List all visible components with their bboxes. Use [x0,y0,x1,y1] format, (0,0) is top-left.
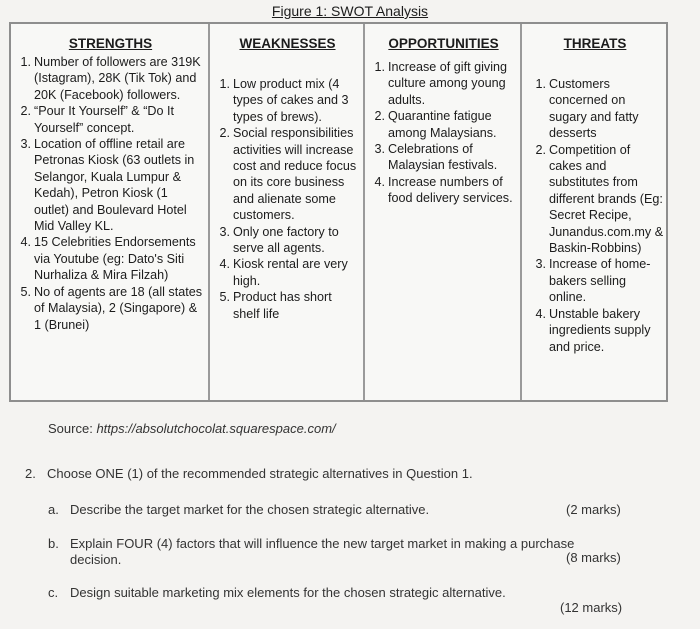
list-item-text: “Pour It Yourself” & “Do It Yourself” concept. [34,104,174,135]
swot-table [9,22,668,402]
list-item-text: Social responsibilities activities will increase cost and reduce focus on its core business and alienate some customers. [233,126,357,223]
list-item [369,141,518,174]
threats-list [526,76,664,355]
strengths-column [11,24,210,400]
list-item [214,125,361,223]
threats-column [522,24,666,400]
list-item-text: Increase numbers of food delivery services. [388,174,513,206]
source-label: Source: [48,421,93,436]
part-c-label: c. [48,585,59,600]
list-item [15,284,206,333]
figure-title: Figure 1: SWOT Analysis [271,3,429,19]
threats-heading: THREATS [563,36,627,51]
list-item [15,54,206,103]
part-b-text: Explain FOUR (4) factors that will influence the new target market in making a purchase decision. [70,536,575,567]
strengths-list [15,54,206,333]
list-item [530,306,664,355]
list-item-text: Unstable bakery ingredients supply and price. [549,306,651,354]
list-item-number: 3. [374,142,385,157]
list-item-text: No of agents are 18 (all states of Malaysia), 2 (Singapore) & 1 (Brunei) [34,284,203,332]
list-item [530,256,664,305]
list-item-text: Product has short shelf life [233,290,332,321]
list-item-text: Kiosk rental are very high. [233,257,348,288]
question-part-b [48,536,628,568]
question-text: Choose ONE (1) of the recommended strategic alternatives in Question 1. [47,466,473,481]
list-item [369,174,518,207]
opportunities-list [369,59,518,207]
question-2 [25,466,473,481]
list-item [369,59,518,108]
list-item-number: 4. [20,235,31,250]
list-item [530,142,664,257]
list-item-text: Increase of gift giving culture among young adults. [388,60,508,107]
list-item [15,103,206,136]
list-item-number: 2. [374,109,385,124]
list-item-number: 2. [20,104,31,119]
part-b-marks: (8 marks) [566,550,621,565]
list-item-text: Number of followers are 319K (Istagram), 28K (Tik Tok) and 20K (Facebook) followers. [34,55,201,102]
opportunities-heading: OPPORTUNITIES [388,36,499,51]
list-item-number: 1. [20,55,31,69]
list-item-number: 2. [535,142,546,157]
list-item-text: Quarantine fatigue among Malaysians. [388,109,497,140]
list-item [214,224,361,257]
question-part-c [48,585,548,600]
list-item-text: 15 Celebrities Endorsements via Youtube (eg: Dato's Siti Nurhaliza & Mira Filzah) [34,235,196,283]
list-item-number: 2. [219,126,230,141]
list-item [15,136,206,234]
list-item-number: 5. [20,284,31,299]
list-item-number: 3. [219,224,230,239]
list-item-number: 4. [535,306,546,321]
source-line [48,421,336,436]
part-a-label: a. [48,502,59,517]
list-item-text: Increase of home-bakers selling online. [549,257,651,305]
list-item [214,289,361,322]
list-item-text: Low product mix (4 types of cakes and 3 types of brews). [233,77,349,124]
weaknesses-heading: WEAKNESSES [239,36,336,51]
list-item-text: Location of offline retail are Petronas Kiosk (63 outlets in Selangor, Kuala Lumpur & Kedah), Petron Kiosk (1 outlet) and Boulevard Hotel Mid Valley KL. [34,137,195,234]
list-item [369,108,518,141]
list-item [214,76,361,125]
list-item-text: Celebrations of Malaysian festivals. [388,142,498,173]
opportunities-column [365,24,522,400]
list-item [15,234,206,283]
question-part-a [48,502,628,517]
list-item-number: 3. [20,137,31,152]
list-item-number: 1. [535,77,546,91]
list-item-number: 1. [219,77,230,91]
list-item-number: 3. [535,257,546,272]
list-item-number: 4. [374,174,385,189]
strengths-heading: STRENGTHS [68,36,153,51]
list-item [530,76,664,142]
weaknesses-column [210,24,365,400]
list-item-text: Only one factory to serve all agents. [233,224,339,256]
list-item-number: 4. [219,257,230,272]
question-number: 2. [25,466,36,481]
list-item [214,256,361,289]
part-a-text: Describe the target market for the chosen strategic alternative. [70,502,430,517]
list-item-number: 1. [374,60,385,74]
part-a-marks: (2 marks) [566,502,621,517]
part-c-text: Design suitable marketing mix elements for the chosen strategic alternative. [70,585,506,600]
weaknesses-list [214,76,361,322]
list-item-text: Competition of cakes and substitutes from different brands (Eg: Secret Recipe, Junandus.com.my & Baskin-Robbins) [549,142,664,256]
source-url: https://absolutchocolat.squarespace.com/ [96,421,336,436]
list-item-text: Customers concerned on sugary and fatty desserts [549,77,639,141]
part-b-label: b. [48,536,59,551]
list-item-number: 5. [219,290,230,305]
part-c-marks: (12 marks) [560,600,623,615]
